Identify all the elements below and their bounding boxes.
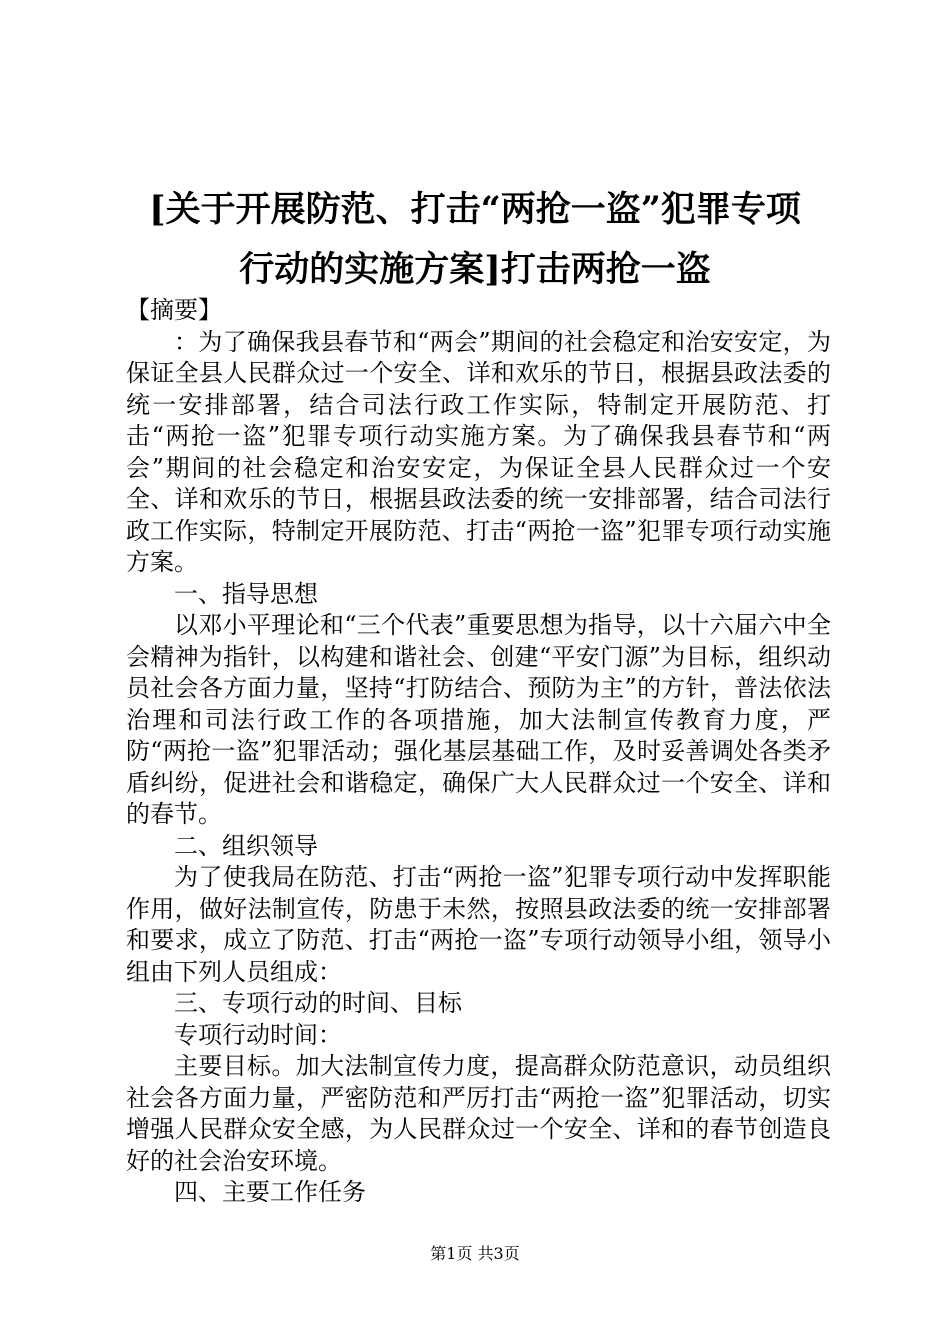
section-text-leadership: 为了使我局在防范、打击“两抢一盗”犯罪专项行动中发挥职能作用，做好法制宣传，防患于未然，按照县政法委的统一安排部署和要求，成立了防范、打击“两抢一盗”专项行动领导小组，领导小组由下列人员组成： bbox=[126, 863, 831, 986]
section-heading-time-goals: 三、专项行动的时间、目标 bbox=[174, 989, 462, 1017]
section-text-guiding-ideology: 以邓小平理论和“三个代表”重要思想为指导，以十六届六中全会精神为指针，以构建和谐社会、创建“平安门源”为目标，组织动员社会各方面力量，坚持“打防结合、预防为主”的方针，普法依法治理和司法行政工作的各项措施，加大法制宣传教育力度，严防“两抢一盗”犯罪活动；强化基层基础工作，及时妥善调处各类矛盾纠纷，促进社会和谐稳定，确保广大人民群众过一个安全、详和的春节。 bbox=[126, 611, 831, 828]
section-heading-guiding-ideology: 一、指导思想 bbox=[174, 579, 318, 608]
section-heading-leadership: 二、组织领导 bbox=[174, 831, 318, 860]
document-body bbox=[126, 295, 831, 1209]
section-text-main-goals: 主要目标。加大法制宣传力度，提高群众防范意识，动员组织社会各方面力量，严密防范和严厉打击“两抢一盗”犯罪活动，切实增强人民群众安全感，为人民群众过一个安全、详和的春节创造良好的社会治安环境。 bbox=[126, 1052, 831, 1175]
document-title bbox=[60, 180, 890, 300]
abstract-text: ：为了确保我县春节和“两会”期间的社会稳定和治安安定，为保证全县人民群众过一个安全、详和欢乐的节日，根据县政法委的统一安排部署，结合司法行政工作实际，特制定开展防范、打击“两抢一盗”犯罪专项行动实施方案。为了确保我县春节和“两会”期间的社会稳定和治安安定，为保证全县人民群众过一个安全、详和欢乐的节日，根据县政法委的统一安排部署，结合司法行政工作实际，特制定开展防范、打击“两抢一盗”犯罪专项行动实施方案。 bbox=[126, 327, 831, 576]
title-line-2: 行动的实施方案]打击两抢一盗 bbox=[239, 249, 711, 290]
title-line-1: [关于开展防范、打击“两抢一盗”犯罪专项 bbox=[149, 189, 801, 230]
section-text-action-time: 专项行动时间： bbox=[174, 1020, 342, 1049]
page-number-footer: 第1页 共3页 bbox=[430, 1244, 520, 1263]
abstract-label: 【摘要】 bbox=[126, 296, 222, 324]
section-heading-main-tasks: 四、主要工作任务 bbox=[174, 1178, 366, 1206]
